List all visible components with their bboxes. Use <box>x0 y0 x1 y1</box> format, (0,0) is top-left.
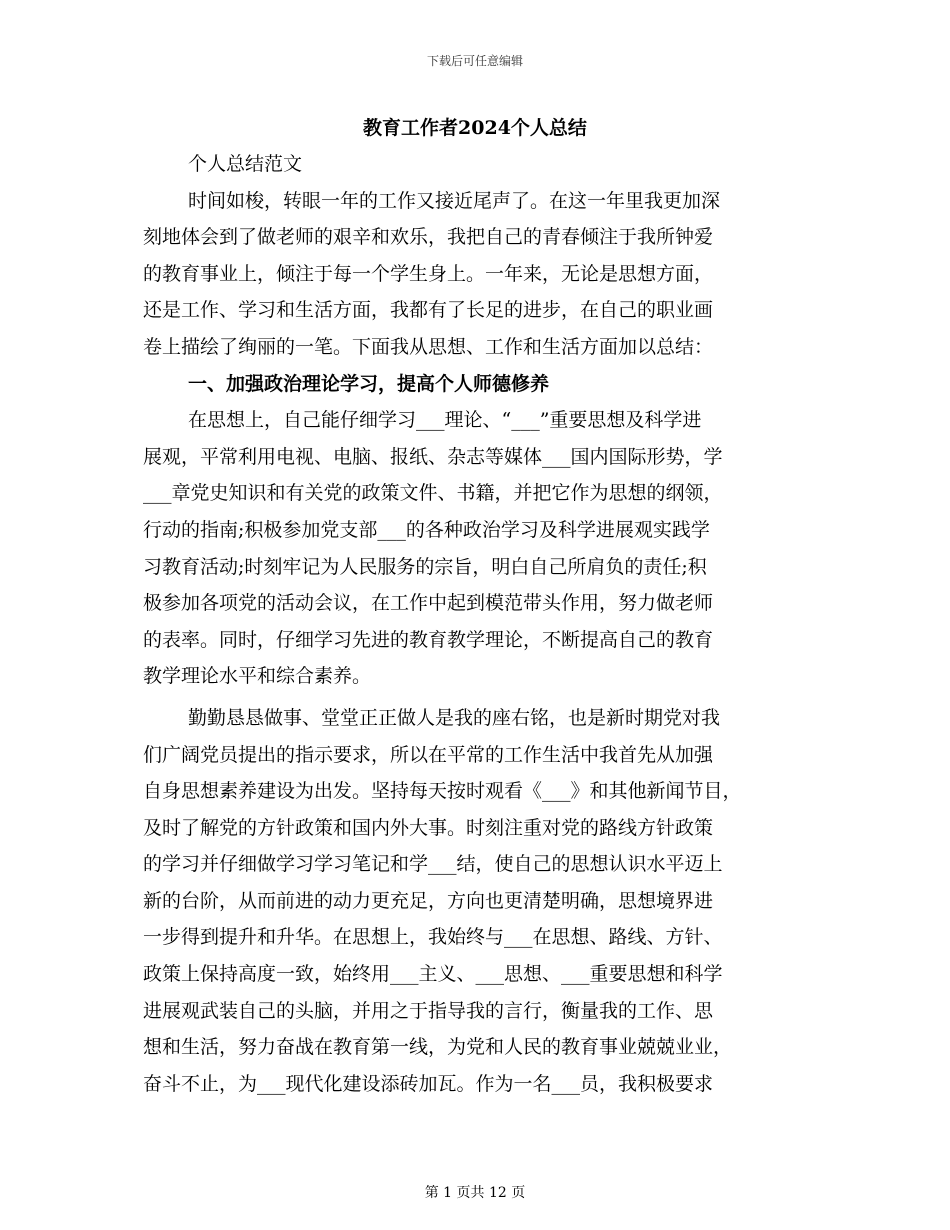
paragraph-line: 时间如梭，转眼一年的工作又接近尾声了。在这一年里我更加深 <box>188 189 721 212</box>
paragraph-line: 卷上描绘了绚丽的一笔。下面我从思想、工作和生活方面加以总结： <box>143 335 714 358</box>
page-indicator: 第 1 页共 12 页 <box>424 1185 526 1201</box>
paragraph-line: 的学习并仔细做学习学习笔记和学___结，使自己的思想认识水平迈上 <box>143 853 723 876</box>
paragraph-line: 还是工作、学习和生活方面，我都有了长足的进步，在自己的职业画 <box>143 299 714 322</box>
paragraph-line: 政策上保持高度一致，始终用___主义、___思想、___重要思想和科学 <box>143 963 723 986</box>
paragraph-line: 勤勤恳恳做事、堂堂正正做人是我的座右铭，也是新时期党对我 <box>188 706 721 729</box>
paragraph-line: 的表率。同时，仔细学习先进的教育教学理论，不断提高自己的教育 <box>143 628 714 651</box>
paragraph-motto <box>143 700 813 1103</box>
document-body <box>143 146 813 1102</box>
paragraph-line: 极参加各项党的活动会议，在工作中起到模范带头作用，努力做老师 <box>143 592 714 615</box>
paragraph-line: 进展观武装自己的头脑，并用之于指导我的言行，衡量我的工作、思 <box>143 999 714 1022</box>
paragraph-intro <box>143 183 813 366</box>
paragraph-political-study <box>143 402 813 695</box>
paragraph-line: 奋斗不止，为___现代化建设添砖加瓦。作为一名___员，我积极要求 <box>143 1072 714 1095</box>
paragraph-line: 刻地体会到了做老师的艰辛和欢乐，我把自己的青春倾注于我所钟爱 <box>143 226 714 249</box>
paragraph-line: 习教育活动;时刻牢记为人民服务的宗旨，明白自己所肩负的责任;积 <box>143 555 707 578</box>
document-title: 教育工作者2024个人总结 <box>363 117 587 139</box>
paragraph-line: 教学理论水平和综合素养。 <box>143 665 372 688</box>
paragraph-line: 行动的指南;积极参加党支部___的各种政治学习及科学进展观实践学 <box>143 518 710 541</box>
header-note: 下载后可任意编辑 <box>426 54 523 68</box>
paragraph-line: 们广阔党员提出的指示要求，所以在平常的工作生活中我首先从加强 <box>143 743 714 766</box>
paragraph-line: 新的台阶，从而前进的动力更充足，方向也更清楚明确，思想境界进 <box>143 889 714 912</box>
paragraph-line: 自身思想素养建设为出发。坚持每天按时观看《___》和其他新闻节目， <box>143 780 742 803</box>
paragraph-line: 的教育事业上，倾注于每一个学生身上。一年来，无论是思想方面， <box>143 262 714 285</box>
paragraph-line: 一步得到提升和升华。在思想上，我始终与___在思想、路线、方针、 <box>143 926 723 949</box>
paragraph-line: 展观，平常利用电视、电脑、报纸、杂志等媒体___国内国际形势，学 <box>143 445 723 468</box>
paragraph-line: ___章党史知识和有关党的政策文件、书籍，并把它作为思想的纲领， <box>143 482 723 505</box>
section-heading: 一、加强政治理论学习，提高个人师德修养 <box>188 372 550 395</box>
paragraph-line: 及时了解党的方针政策和国内外大事。时刻注重对党的路线方针政策 <box>143 816 714 839</box>
paragraph-line: 想和生活，努力奋战在教育第一线，为党和人民的教育事业兢兢业业， <box>143 1036 733 1059</box>
document-subtitle: 个人总结范文 <box>188 153 303 175</box>
paragraph-line: 在思想上，自己能仔细学习___理论、“___”重要思想及科学进 <box>188 409 702 432</box>
